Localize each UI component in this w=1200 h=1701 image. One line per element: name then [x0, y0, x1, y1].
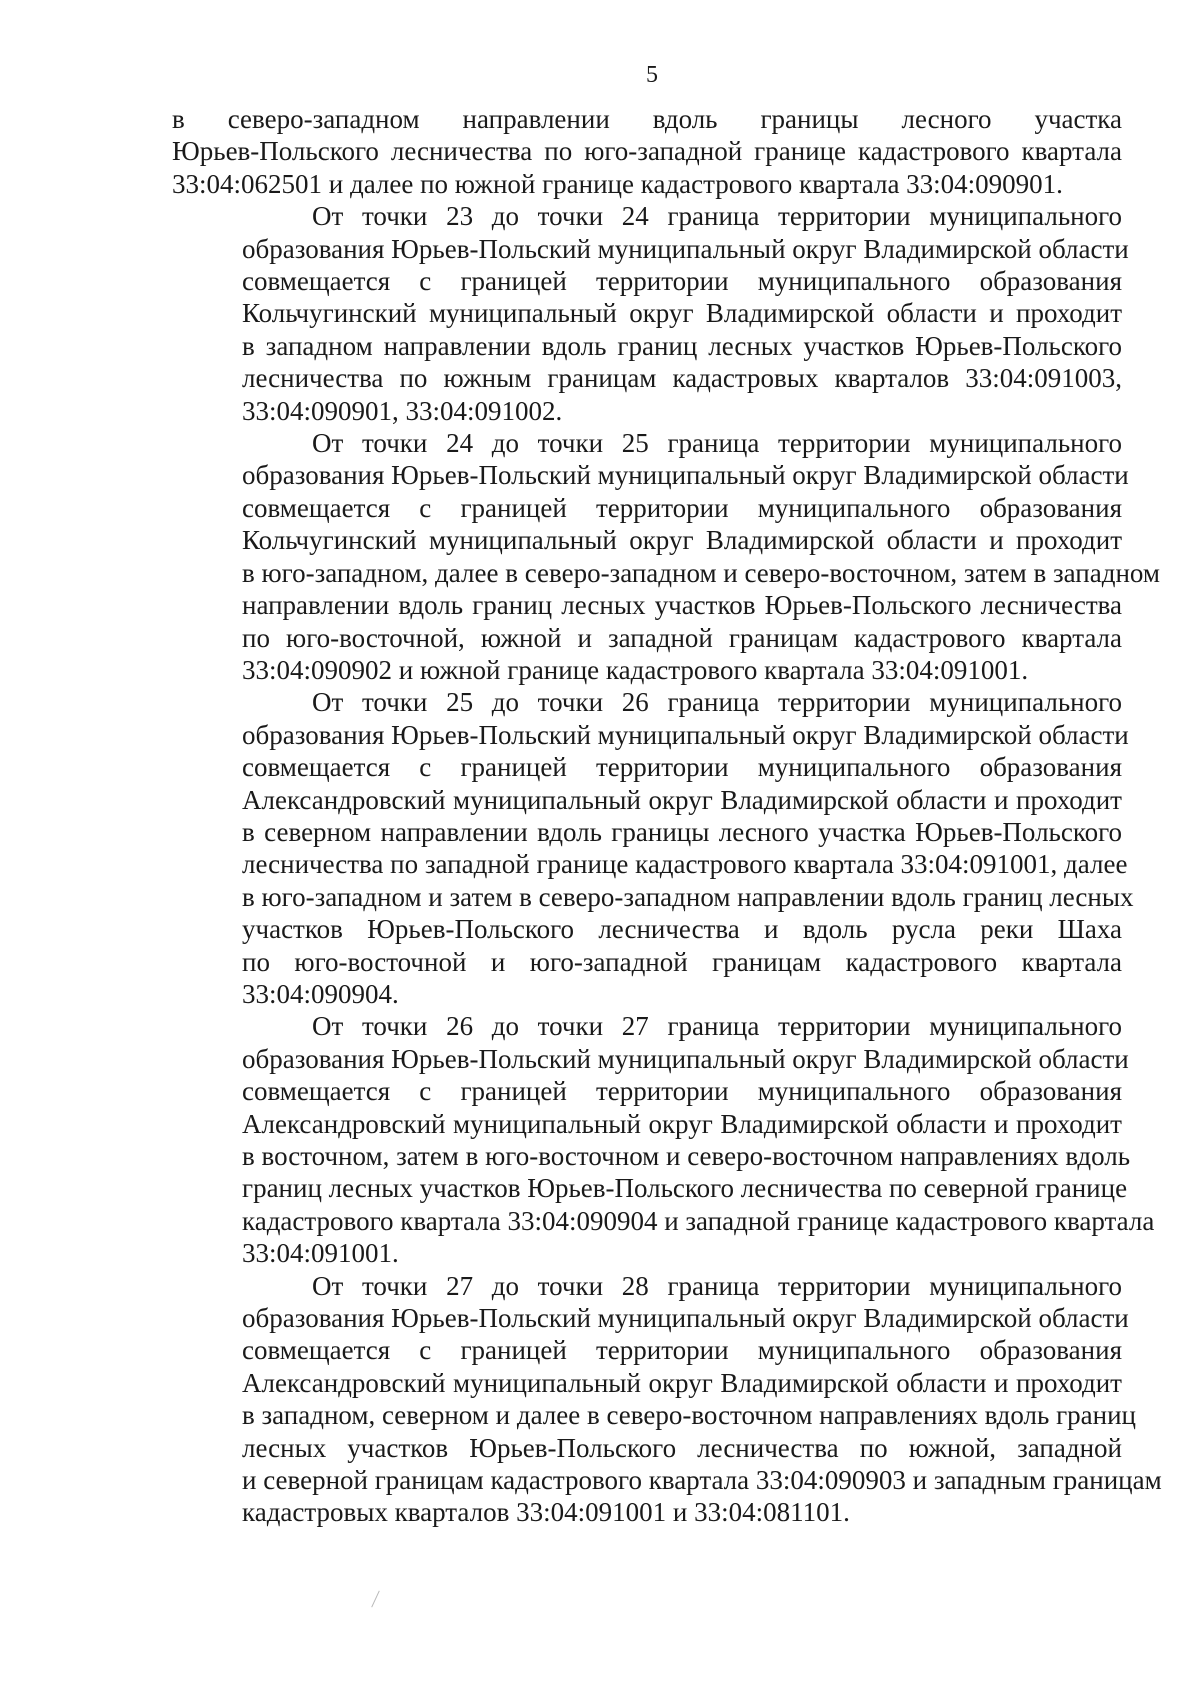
text-line: совмещается с границей территории муниципального образования [242, 752, 1122, 783]
text-line: лесных участков Юрьев-Польского лесничества по южной, западной [242, 1432, 1122, 1463]
text-line: От точки 23 до точки 24 граница территории муниципального [312, 201, 1122, 232]
text-line: образования Юрьев-Польский муниципальный округ Владимирской области [242, 233, 1129, 264]
text-line: От точки 24 до точки 25 граница территории муниципального [312, 428, 1122, 459]
text-line: Кольчугинский муниципальный округ Владимирской области и проходит [242, 298, 1122, 329]
paragraph [172, 200, 1129, 427]
text-line: по юго-восточной и юго-западной границам кадастрового квартала [242, 946, 1122, 977]
text-line: От точки 26 до точки 27 граница территории муниципального [312, 1011, 1122, 1042]
text-line: кадастрового квартала 33:04:090904 и западной границе кадастрового квартала [242, 1205, 1155, 1236]
text-line: лесничества по южным границам кадастровых кварталов 33:04:091003, [242, 363, 1122, 394]
text-line: образования Юрьев-Польский муниципальный округ Владимирской области [242, 460, 1129, 491]
page-number: 5 [646, 62, 658, 88]
text-line: в юго-западном и затем в северо-западном направлении вдоль границ лесных [242, 881, 1134, 912]
text-line: совмещается с границей территории муниципального образования [242, 1335, 1122, 1366]
text-line: границ лесных участков Юрьев-Польского лесничества по северной границе [242, 1173, 1128, 1204]
text-line: в юго-западном, далее в северо-западном и северо-восточном, затем в западном [242, 557, 1160, 588]
text-line: 33:04:090902 и южной границе кадастрового квартала 33:04:091001. [242, 654, 1029, 685]
text-line: образования Юрьев-Польский муниципальный округ Владимирской области [242, 719, 1129, 750]
paragraph [172, 427, 1160, 686]
text-line: Александровский муниципальный округ Владимирской области и проходит [242, 1108, 1122, 1139]
document-body [172, 103, 1162, 1529]
text-line: по юго-восточной, южной и западной границам кадастрового квартала [242, 622, 1122, 653]
paragraph [172, 1010, 1155, 1269]
text-line: в западном направлении вдоль границ лесных участков Юрьев-Польского [242, 330, 1122, 361]
text-line: Юрьев-Польского лесничества по юго-западной границе кадастрового квартала [172, 136, 1122, 167]
paragraph [172, 103, 1122, 200]
text-line: От точки 27 до точки 28 граница территории муниципального [312, 1270, 1122, 1301]
text-line: и северной границам кадастрового квартала 33:04:090903 и западным границам [242, 1465, 1162, 1496]
paragraph [172, 686, 1134, 1010]
text-line: образования Юрьев-Польский муниципальный округ Владимирской области [242, 1303, 1129, 1334]
text-line: Александровский муниципальный округ Владимирской области и проходит [242, 784, 1122, 815]
text-line: в западном, северном и далее в северо-восточном направлениях вдоль границ [242, 1400, 1136, 1431]
text-line: совмещается с границей территории муниципального образования [242, 492, 1122, 523]
text-line: в северном направлении вдоль границы лесного участка Юрьев-Польского [242, 816, 1122, 847]
text-line: направлении вдоль границ лесных участков Юрьев-Польского лесничества [242, 590, 1122, 621]
scan-artifact [371, 1591, 380, 1608]
text-line: Кольчугинский муниципальный округ Владимирской области и проходит [242, 525, 1122, 556]
text-line: в северо-западном направлении вдоль границы лесного участка [172, 104, 1122, 134]
text-line: 33:04:090904. [242, 978, 399, 1009]
text-line: От точки 25 до точки 26 граница территории муниципального [312, 687, 1122, 718]
text-line: 33:04:062501 и далее по южной границе кадастрового квартала 33:04:090901. [172, 168, 1063, 199]
text-line: 33:04:091001. [242, 1238, 399, 1269]
text-line: Александровский муниципальный округ Владимирской области и проходит [242, 1367, 1122, 1398]
text-line: совмещается с границей территории муниципального образования [242, 1076, 1122, 1107]
text-line: участков Юрьев-Польского лесничества и вдоль русла реки Шаха [242, 914, 1122, 945]
text-line: совмещается с границей территории муниципального образования [242, 266, 1122, 297]
text-line: лесничества по западной границе кадастрового квартала 33:04:091001, далее [242, 849, 1128, 880]
text-line: образования Юрьев-Польский муниципальный округ Владимирской области [242, 1043, 1129, 1074]
text-line: 33:04:090901, 33:04:091002. [242, 395, 563, 426]
text-line: в восточном, затем в юго-восточном и северо-восточном направлениях вдоль [242, 1141, 1131, 1171]
paragraph [172, 1270, 1162, 1529]
text-line: кадастровых кварталов 33:04:091001 и 33:04:081101. [242, 1497, 850, 1528]
